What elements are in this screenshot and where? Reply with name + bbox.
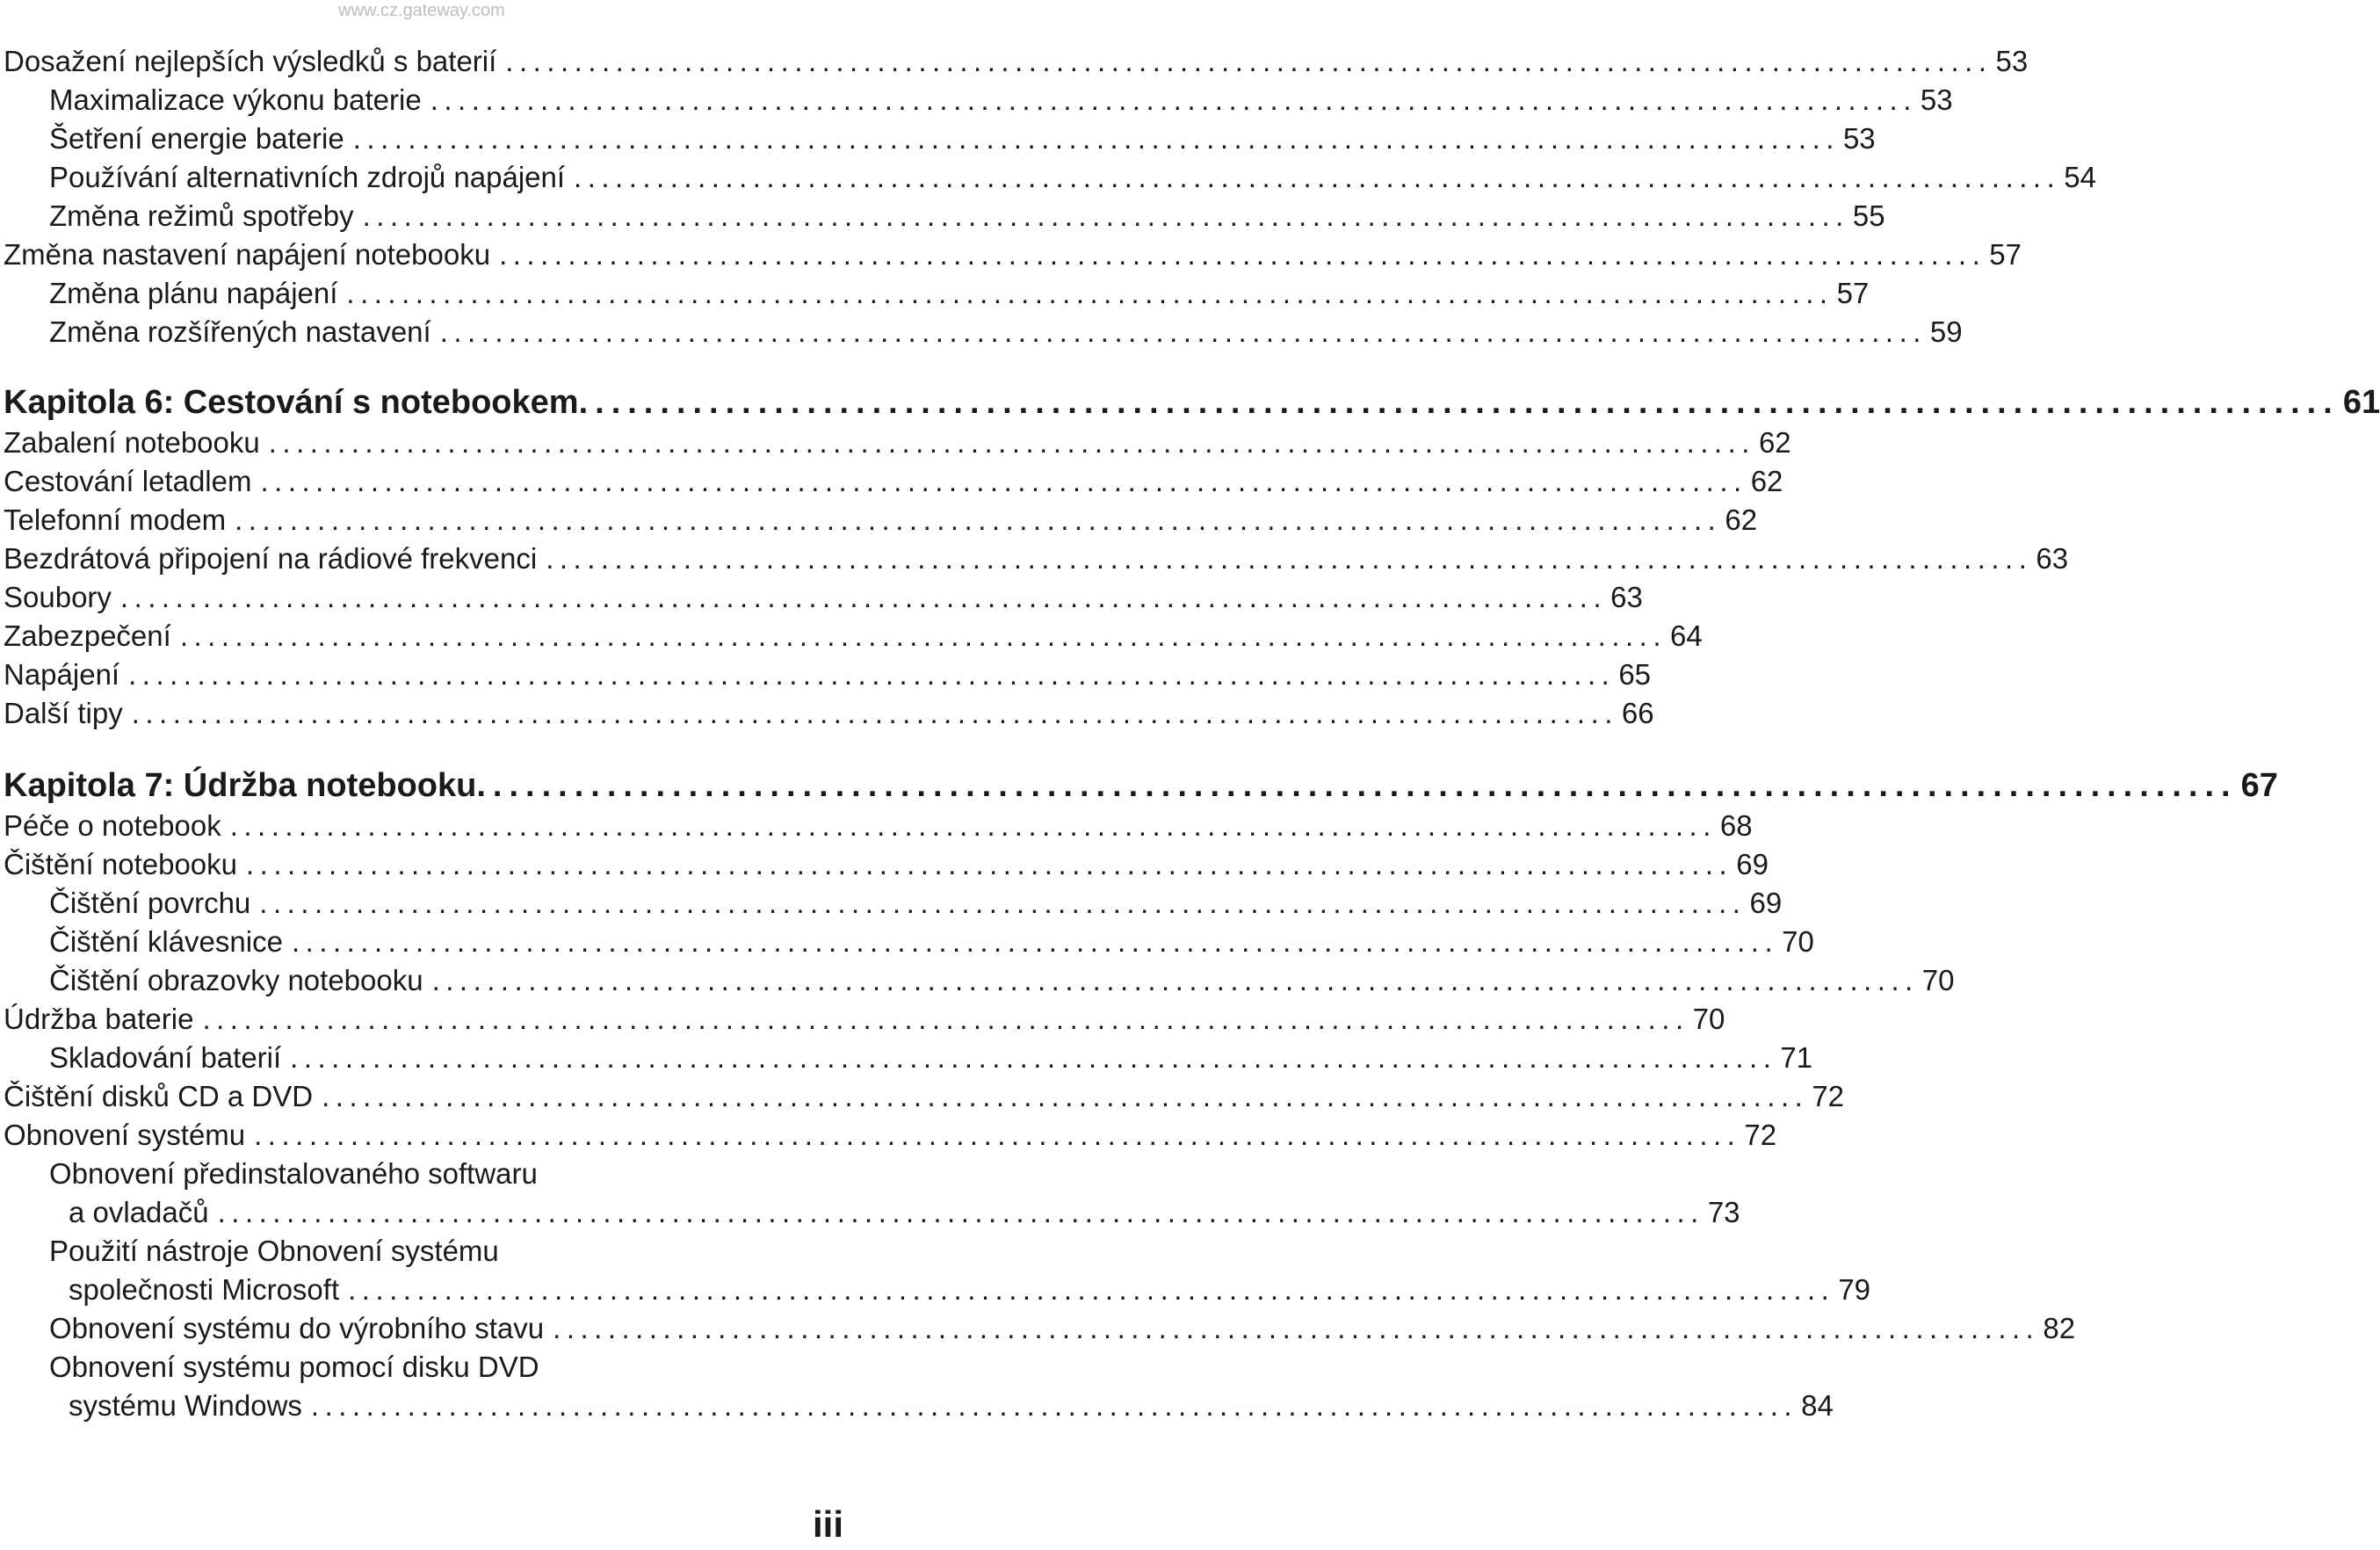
toc-entry (49, 158, 2096, 197)
dot-leader: ............................................................................................................ (235, 503, 1722, 536)
toc-page-number: 63 (1610, 581, 1643, 613)
dot-leader: ............................................................................................................ (499, 238, 1986, 271)
dot-leader: ............................................................................................................ (476, 767, 2238, 804)
toc-entry (4, 235, 2022, 274)
dot-leader: ............................................................................................................ (291, 925, 1779, 958)
dot-leader: ............................................................................................................ (553, 1312, 2040, 1344)
toc-entry (49, 1232, 838, 1271)
dot-leader: ............................................................................................................ (128, 658, 1616, 691)
toc-page-number: 82 (2043, 1312, 2076, 1344)
toc-entry (4, 501, 1758, 540)
toc-entry (49, 961, 1955, 1000)
toc-entry-label: Změna nastavení napájení notebooku (4, 238, 491, 271)
dot-leader: ............................................................................................................ (202, 1003, 1689, 1035)
dot-leader: ............................................................................................................ (179, 619, 1667, 652)
toc-entry-label: Soubory (4, 581, 112, 613)
toc-entry (4, 845, 1769, 884)
dot-leader: ............................................................................................................ (346, 277, 1834, 309)
toc-page-number: 53 (1995, 45, 2029, 77)
toc-page-number: 62 (1758, 426, 1791, 459)
dot-leader: ............................................................................................................ (439, 315, 1927, 348)
toc-page-number: 72 (1744, 1119, 1777, 1151)
toc-entry (4, 1116, 1777, 1155)
toc-page-number: 59 (1929, 315, 1963, 348)
toc-entry (4, 462, 1783, 501)
toc-page-number: 72 (1812, 1080, 1845, 1112)
toc-page-number: 79 (1838, 1273, 1871, 1306)
toc-page-number: 61 (2342, 384, 2380, 421)
chapter-title: Kapitola 7: Údržba notebooku (4, 767, 477, 804)
watermark-url: www.cz.gateway.com (338, 1, 505, 20)
toc-entry (49, 197, 1885, 235)
toc-entry (4, 1000, 1725, 1039)
dot-leader: ............................................................................................................ (505, 45, 1993, 77)
toc-page-number: 69 (1736, 848, 1769, 880)
toc-entry (4, 807, 1753, 845)
toc-entry (49, 81, 1953, 120)
toc-entry (69, 1193, 1740, 1232)
toc-page-number: 55 (1852, 199, 1885, 232)
toc-entry (4, 42, 2029, 81)
toc-entry-label: Změna režimů spotřeby (49, 199, 354, 232)
toc-entry (4, 617, 1703, 655)
toc-entry-label: Čištění disků CD a DVD (4, 1080, 314, 1112)
toc-entry-label: Cestování letadlem (4, 465, 252, 497)
toc-entry (49, 274, 1870, 313)
toc-entry-label: Telefonní modem (4, 503, 227, 536)
dot-leader: ............................................................................................................ (430, 83, 1917, 116)
toc-entry-label: Změna rozšířených nastavení (49, 315, 431, 348)
dot-leader: ............................................................................................................ (578, 384, 2340, 421)
toc-entry (49, 120, 1876, 158)
toc-page-number: 69 (1749, 887, 1783, 919)
dot-leader: ............................................................................................................ (310, 1389, 1798, 1422)
toc-chapter-heading (4, 381, 2380, 421)
dot-leader: ............................................................................................................ (362, 199, 1849, 232)
toc-entry-label: Péče o notebook (4, 809, 221, 842)
toc-entry (69, 1387, 1834, 1425)
toc-entry-label: Další tipy (4, 697, 123, 729)
toc-entry (4, 655, 1652, 694)
toc-entry (49, 1348, 838, 1387)
toc-entry-label: Používání alternativních zdrojů napájení (49, 161, 566, 193)
dot-leader: ............................................................................................................ (546, 542, 2033, 575)
toc-entry (4, 424, 1791, 462)
dot-leader: ............................................................................................................ (268, 426, 1755, 459)
toc-page-number: 68 (1719, 809, 1753, 842)
toc-entry (69, 1271, 1871, 1309)
dot-leader: ............................................................................................................ (352, 122, 1840, 155)
toc-page-number: 65 (1618, 658, 1652, 691)
toc-entry-label: Skladování baterií (49, 1041, 282, 1074)
toc-entry-label: Obnovení předinstalovaného softwaru (49, 1157, 538, 1190)
toc-entry (49, 313, 1963, 351)
toc-entry-label: Obnovení systému do výrobního stavu (49, 1312, 545, 1344)
toc-entry (4, 694, 1654, 733)
toc-entry (49, 1309, 2076, 1348)
toc-entry-label: Napájení (4, 658, 120, 691)
toc-entry (4, 1077, 1845, 1116)
toc-page-number: 66 (1621, 697, 1654, 729)
toc-entry-label: systému Windows (69, 1389, 302, 1422)
toc-entry-label: Zabezpečení (4, 619, 171, 652)
toc-page-number: 57 (1989, 238, 2022, 271)
toc-entry-label: Maximalizace výkonu baterie (49, 83, 422, 116)
dot-leader: ............................................................................................................ (348, 1273, 1835, 1306)
toc-entry-label: Čištění notebooku (4, 848, 238, 880)
toc-entry (49, 1039, 1813, 1077)
dot-leader: ............................................................................................................ (260, 465, 1747, 497)
chapter-title: Kapitola 6: Cestování s notebookem (4, 384, 579, 421)
toc-entry-label: Použití nástroje Obnovení systému (49, 1235, 499, 1267)
toc-entry (4, 578, 1643, 617)
toc-page-number: 62 (1725, 503, 1758, 536)
toc-entry-label: Údržba baterie (4, 1003, 194, 1035)
toc-page-number: 64 (1670, 619, 1703, 652)
toc-entry-label: Změna plánu napájení (49, 277, 338, 309)
toc-page-number: 63 (2036, 542, 2069, 575)
dot-leader: ............................................................................................................ (131, 697, 1618, 729)
toc-page-number: 67 (2240, 767, 2278, 804)
toc-entry-label: Obnovení systému pomocí disku DVD (49, 1351, 539, 1383)
toc-page-number: 54 (2064, 161, 2096, 193)
toc-entry-label: Šetření energie baterie (49, 122, 344, 155)
toc-page-number: 84 (1801, 1389, 1834, 1422)
toc-entry-label: Obnovení systému (4, 1119, 246, 1151)
toc-entry-label: Dosažení nejlepších výsledků s baterií (4, 45, 497, 77)
toc-page-number: 73 (1707, 1196, 1740, 1228)
toc-entry (49, 923, 1814, 961)
toc-entry-label: a ovladačů (69, 1196, 209, 1228)
toc-entry-label: Čištění klávesnice (49, 925, 283, 958)
dot-leader: ............................................................................................................ (254, 1119, 1741, 1151)
toc-entry-label: Bezdrátová připojení na rádiové frekvenci (4, 542, 538, 575)
dot-leader: ............................................................................................................ (574, 161, 2061, 193)
dot-leader: ............................................................................................................ (259, 887, 1747, 919)
dot-leader: ............................................................................................................ (246, 848, 1733, 880)
toc-entry (4, 540, 2069, 578)
toc-entry-label: společnosti Microsoft (69, 1273, 340, 1306)
toc-entry-label: Zabalení notebooku (4, 426, 260, 459)
dot-leader: ............................................................................................................ (217, 1196, 1704, 1228)
dot-leader: ............................................................................................................ (322, 1080, 1809, 1112)
dot-leader: ............................................................................................................ (119, 581, 1608, 613)
dot-leader: ............................................................................................................ (290, 1041, 1777, 1074)
dot-leader: ............................................................................................................ (431, 964, 1919, 996)
toc-entry-label: Čištění povrchu (49, 887, 251, 919)
toc-chapter-heading (4, 764, 2278, 804)
toc-page-number: 53 (1842, 122, 1876, 155)
toc-entry (49, 884, 1783, 923)
toc-page-number: 57 (1836, 277, 1870, 309)
toc-page-number: 70 (1782, 925, 1814, 958)
page-number: iii (812, 1503, 843, 1545)
toc-page-number: 62 (1750, 465, 1783, 497)
toc-page-number: 71 (1780, 1041, 1813, 1074)
toc-page-number: 70 (1921, 964, 1955, 996)
toc-entry-label: Čištění obrazovky notebooku (49, 964, 423, 996)
dot-leader: ............................................................................................................ (229, 809, 1717, 842)
toc-page-number: 70 (1692, 1003, 1725, 1035)
toc-entry (49, 1155, 838, 1193)
toc-page-number: 53 (1920, 83, 1953, 116)
